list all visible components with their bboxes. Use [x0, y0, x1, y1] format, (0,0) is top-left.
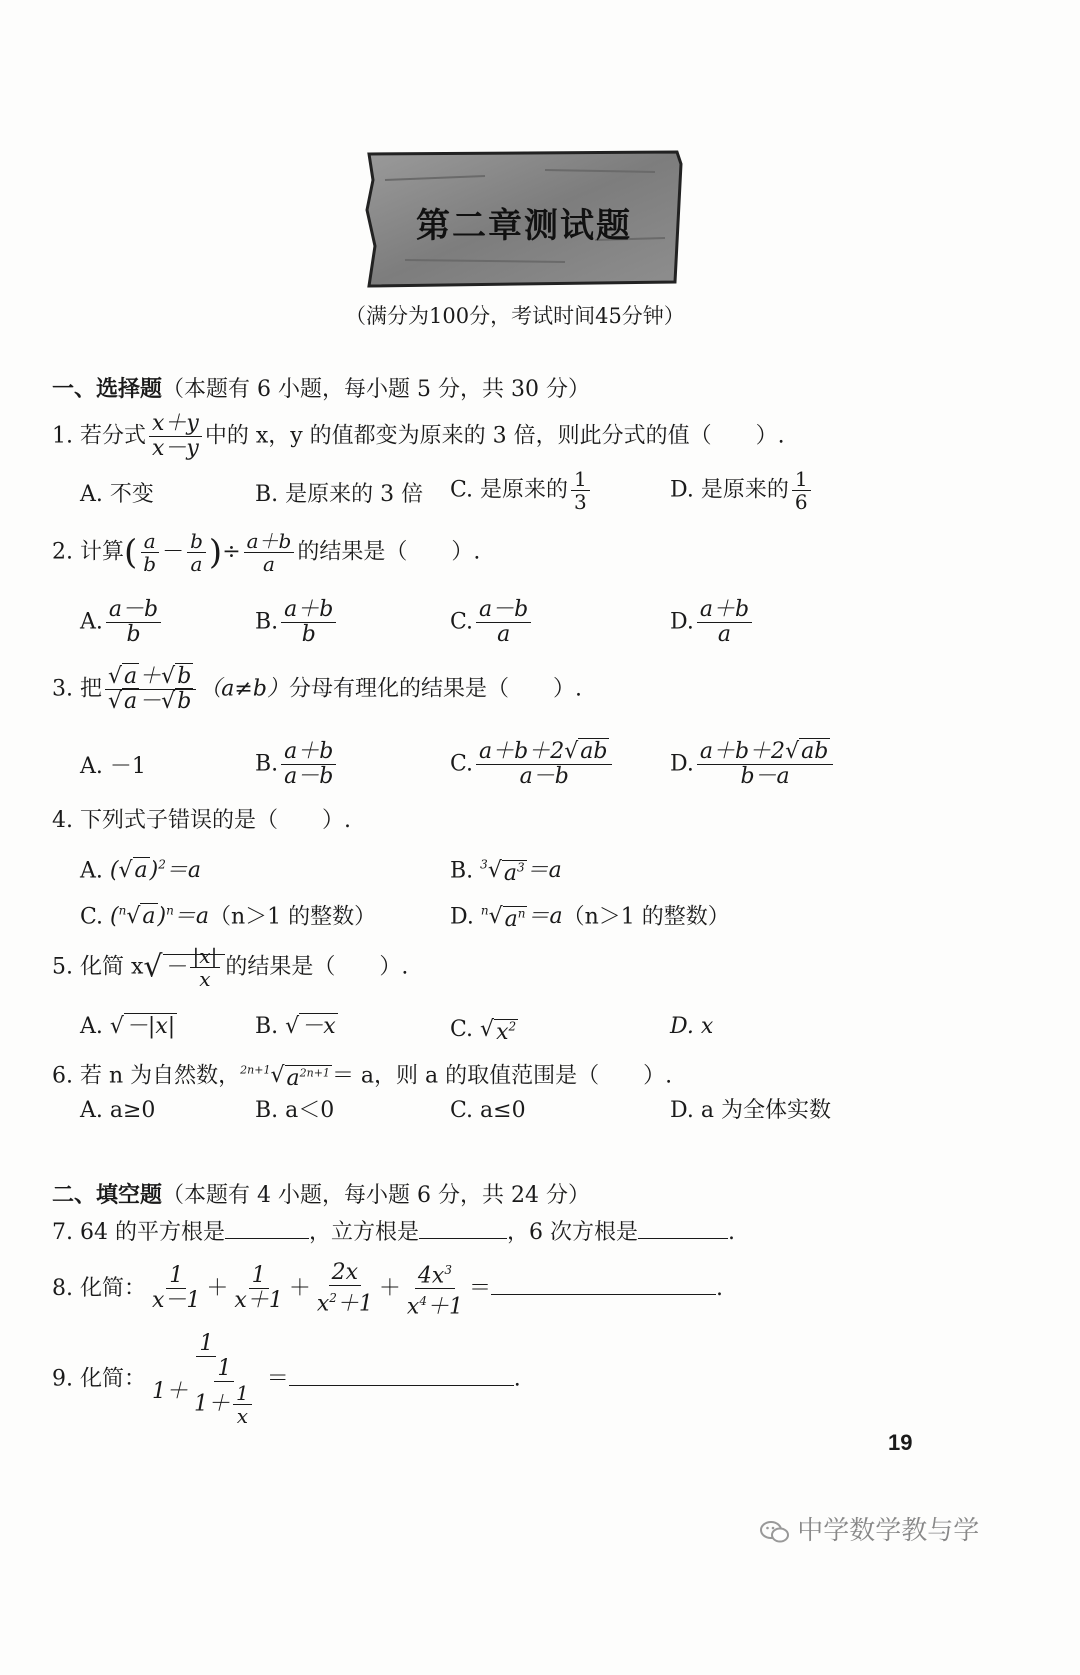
question-9: 9. 化简： 1 1＋ 1 1＋ $\frac{1}{x}$ ＝ . [52, 1331, 521, 1428]
fraction [281, 598, 336, 647]
question-text: 把 [80, 676, 103, 702]
question-text: 若 n 为自然数， [80, 1063, 241, 1089]
question-1 [52, 412, 785, 461]
math-expression: $^3√a^3=a$ [480, 858, 562, 887]
fraction-numerator: √a＋√b [105, 665, 196, 690]
question-text: 若分式 [80, 423, 147, 449]
question-number: 6. [52, 1063, 73, 1089]
fraction-denominator: a [717, 622, 732, 647]
fraction [140, 530, 159, 575]
question-3 [52, 665, 582, 714]
math-expression: √－|x| [109, 1014, 176, 1039]
fraction-numerator: a＋b＋2√ab [697, 740, 833, 765]
page-number: 19 [888, 1430, 913, 1455]
math-expression: $^n√a^n=a$ [480, 904, 563, 933]
option-letter: C. [80, 904, 104, 930]
question-text: 的结果是（ ）. [297, 539, 481, 565]
question-number: 4. [52, 808, 73, 833]
question-text: ＝ a，则 a 的取值范围是（ ）. [331, 1063, 673, 1089]
answer-blank[interactable] [638, 1238, 728, 1239]
fraction-denominator: 6 [794, 490, 808, 514]
fraction-numerator: 1 [196, 1332, 216, 1357]
fraction-denominator: a [190, 552, 203, 576]
math-expression: $^{2n+1}√a^{2n+1}$ [240, 1063, 330, 1091]
exam-subtitle: （满分为100分，考试时间45分钟） [345, 304, 685, 328]
fraction-denominator: $x^2+1$ [316, 1291, 373, 1317]
fraction-denominator: $x^4+1$ [406, 1294, 463, 1320]
fraction [191, 1357, 258, 1427]
option-c [450, 598, 534, 647]
section-2-header [52, 1178, 590, 1209]
fraction-denominator: 1＋ $\frac{1}{x}$ [191, 1382, 258, 1427]
fraction-numerator: b [187, 530, 206, 553]
fraction-denominator: a [497, 622, 511, 647]
fraction-numerator: 1 [792, 468, 811, 491]
option-c [80, 896, 376, 932]
math-expression: √－x [285, 1014, 336, 1039]
fraction-denominator: b [126, 622, 141, 647]
option-letter: B. [255, 751, 279, 777]
question-2: 2. 计算( $\frac{a}{b}$ － $\frac{b}{a}$ )÷ $\frac{a+b}{a}$ 的结果是（ ）. [52, 529, 481, 576]
question-text: 下列式子错误的是（ ）. [80, 808, 351, 833]
question-6 [52, 1056, 672, 1094]
option-d [450, 896, 730, 935]
option-a: A. a≥0 [80, 1098, 156, 1123]
watermark-text: 中学数学教与学 [797, 1515, 980, 1545]
option-c [450, 468, 593, 513]
fraction [476, 740, 612, 789]
option-d: D. a 为全体实数 [670, 1098, 831, 1123]
fraction-denominator: x－1 [151, 1288, 201, 1314]
condition: （a≠b） [199, 676, 289, 702]
fraction-numerator: 1 [571, 468, 590, 491]
question-number: 1. [52, 423, 73, 449]
question-7 [52, 1218, 735, 1248]
section-1-desc: （本题有 6 小题，每小题 5 分，共 30 分） [162, 377, 590, 402]
fraction [231, 1264, 285, 1313]
fraction [476, 598, 531, 647]
fraction [244, 530, 295, 575]
math-expression: $(√a)^2=a$ [109, 858, 201, 884]
title-board [365, 150, 683, 288]
answer-blank[interactable] [491, 1294, 716, 1295]
fraction-denominator: x＋1 [234, 1288, 283, 1314]
option-b [450, 850, 562, 889]
fraction-denominator: 3 [574, 490, 587, 514]
option-b: B. 是原来的 3 倍 [255, 482, 424, 507]
fraction-denominator: b [301, 622, 316, 647]
fraction-numerator: 1 [166, 1264, 186, 1289]
page-title: 第二章测试题 [416, 206, 632, 246]
fraction-denominator: a [263, 552, 275, 576]
option-b [255, 1012, 338, 1042]
option-d [670, 468, 814, 513]
fraction [404, 1258, 466, 1320]
fraction [149, 1332, 264, 1427]
option-text: C. 是原来的 [450, 477, 569, 503]
fraction-numerator: a＋b [281, 598, 336, 623]
fraction-numerator: x＋y [149, 412, 202, 437]
fraction-numerator: 1 [233, 1382, 252, 1405]
question-text: 7. 64 的平方根是 [52, 1220, 225, 1245]
fraction [106, 598, 161, 647]
math-expression: $(^n√a)^n=a$ [110, 904, 209, 930]
fraction [314, 1261, 376, 1316]
fraction-denominator: x [236, 1404, 248, 1428]
numerator-text: a＋b＋2 [699, 739, 786, 764]
question-text: ，立方根是 [308, 1220, 419, 1245]
option-d [670, 598, 755, 647]
fraction-numerator: 1 [249, 1264, 269, 1289]
option-c [450, 1012, 518, 1048]
option-letter: A. [80, 609, 103, 635]
fraction [697, 740, 833, 789]
fraction-numerator: a＋b [281, 740, 336, 765]
fraction-numerator: |x| [190, 945, 221, 968]
watermark [760, 1510, 979, 1547]
option-note: （n＞1 的整数） [562, 904, 730, 930]
question-label: 9. 化简： [52, 1366, 146, 1392]
option-letter: C. [450, 609, 474, 635]
fraction-denominator: a－b [519, 764, 569, 789]
question-5: 5. 化简 x√－ $\frac{|x|}{x}$ 的结果是（ ）. [52, 944, 409, 991]
question-8: 8. 化简： $\frac{1}{x-1}$ ＋ $\frac{1}{x+1}$ ＋ $\frac{2x}{x^2+1}$ ＋ $\frac{4x^3}{x^4+1}$ ＝ . [52, 1258, 723, 1320]
fraction [149, 412, 202, 461]
option-c: C. a≤0 [450, 1098, 526, 1123]
option-d [670, 740, 836, 789]
question-text: 的结果是（ ）. [225, 954, 409, 980]
fraction-denominator: b－a [740, 764, 790, 789]
option-a [80, 850, 201, 886]
option-letter: B. [255, 1014, 279, 1039]
option-a [80, 598, 164, 647]
section-1-heading: 一、选择题 [52, 376, 163, 402]
fraction [105, 665, 196, 714]
answer-blank[interactable] [289, 1385, 514, 1386]
fraction-numerator: a＋b [244, 530, 295, 553]
question-number: 2. [52, 539, 73, 565]
question-text: . [715, 1275, 723, 1301]
option-b [255, 598, 339, 647]
option-letter: C. [450, 751, 474, 777]
option-letter: B. [450, 858, 474, 884]
option-b [255, 740, 339, 789]
fraction-denominator: a－b [284, 764, 334, 789]
question-number: 3. [52, 676, 73, 702]
fraction [233, 1382, 252, 1427]
numerator-text: a＋b＋2 [479, 739, 565, 764]
option-letter: A. [80, 1014, 103, 1039]
fraction [281, 740, 336, 789]
fraction-numerator: a－b [476, 598, 531, 623]
option-d: D. x [670, 1014, 714, 1039]
fraction-numerator: a＋b＋2√ab [476, 740, 612, 765]
fraction [571, 468, 590, 513]
option-a [80, 1012, 177, 1042]
fraction-numerator: a＋b [697, 598, 752, 623]
question-4 [52, 806, 351, 836]
option-letter: A. [80, 858, 103, 884]
fraction [697, 598, 752, 647]
fraction-denominator: b [143, 552, 157, 576]
option-text: D. 是原来的 [670, 477, 789, 503]
question-number: 5. [52, 954, 73, 980]
fraction-numerator: a－b [106, 598, 161, 623]
option-note: （n＞1 的整数） [208, 904, 377, 930]
answer-blank[interactable] [225, 1238, 309, 1239]
section-1-header [52, 372, 590, 403]
question-text: 中的 x，y 的值都变为原来的 3 倍，则此分式的值（ ）. [204, 423, 785, 449]
section-2-desc: （本题有 4 小题，每小题 6 分，共 24 分） [162, 1183, 590, 1208]
fraction [187, 530, 206, 575]
option-letter: D. [670, 609, 694, 635]
option-letter: C. [450, 1017, 474, 1043]
wechat-icon [760, 1520, 790, 1544]
fraction-denominator: x [199, 967, 211, 991]
fraction-numerator: 1 [214, 1357, 234, 1382]
question-text: . [513, 1366, 521, 1392]
fraction-numerator: 2x [329, 1261, 361, 1286]
option-letter: D. [670, 751, 694, 777]
radicand: ab [580, 739, 608, 764]
question-text: 化简 x [80, 954, 144, 980]
section-2-heading: 二、填空题 [52, 1182, 163, 1208]
answer-blank[interactable] [419, 1238, 507, 1239]
fraction-numerator: $4x^3$ [415, 1258, 455, 1289]
question-label: 8. 化简： [52, 1275, 146, 1301]
radicand: ab [801, 739, 829, 764]
option-c [450, 740, 615, 789]
fraction [792, 468, 811, 513]
question-text: . [728, 1220, 735, 1245]
option-a: A. 不变 [80, 482, 154, 507]
option-letter: B. [255, 609, 279, 635]
option-a: A. －1 [80, 754, 146, 779]
question-text: 计算 [80, 539, 125, 565]
fraction [190, 945, 221, 990]
fraction-denominator: √a－√b [108, 689, 192, 714]
fraction [149, 1264, 203, 1313]
radical: － $\frac{|x|}{x}$ [163, 945, 226, 990]
question-text: ，6 次方根是 [507, 1220, 638, 1245]
fraction-denominator: x－y [152, 436, 199, 461]
option-letter: D. [450, 904, 474, 930]
fraction-numerator: a [141, 530, 159, 553]
question-text: 分母有理化的结果是（ ）. [288, 676, 582, 702]
option-b: B. a＜0 [255, 1098, 335, 1123]
math-expression: $√x^2$ [480, 1017, 517, 1046]
fraction-denominator: 1＋ 1 1＋ $\frac{1}{x}$ [149, 1357, 264, 1427]
